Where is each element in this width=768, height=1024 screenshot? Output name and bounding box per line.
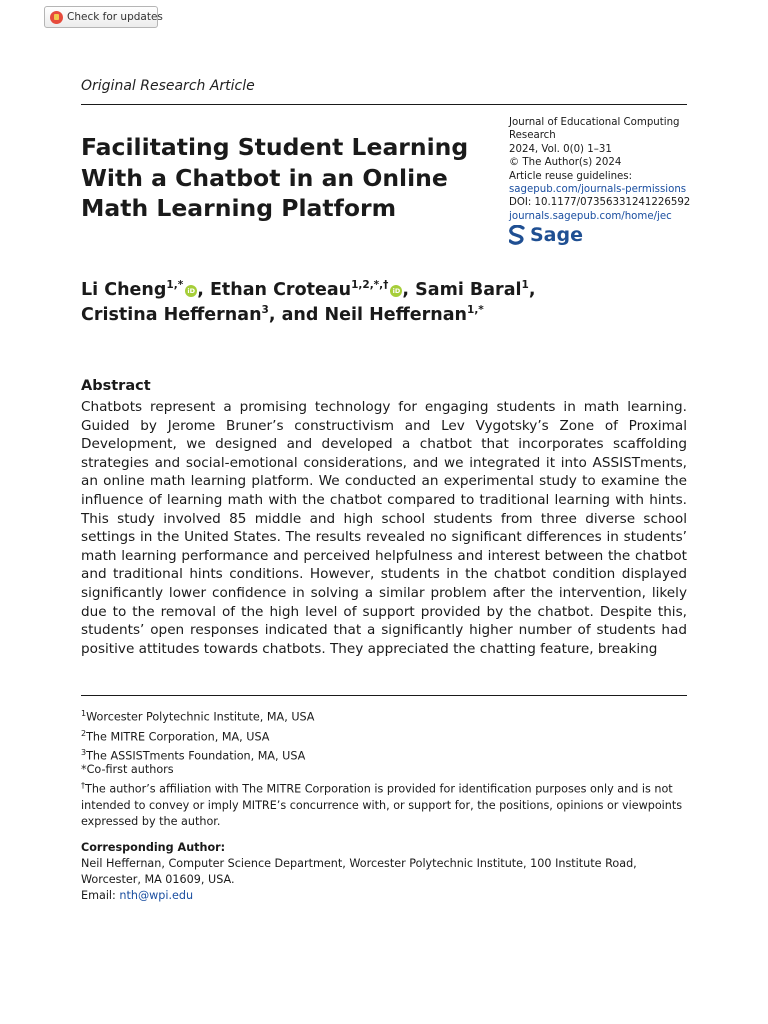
copyright: © The Author(s) 2024 — [509, 157, 622, 169]
affiliation-disclaimer: †The author’s affiliation with The MITRE Corporation is provided for identification purposes only and is not intended to convey or imply MITRE’s concurrence with, or support for, the positions, opinions or viewpoints expressed by the author. — [81, 781, 683, 828]
footnote-divider — [81, 695, 687, 696]
journal-volume: 2024, Vol. 0(0) 1–31 — [509, 143, 612, 155]
header-divider — [81, 104, 687, 105]
author-name: Cristina Heffernan — [81, 305, 262, 325]
email-link[interactable]: nth@wpi.edu — [119, 889, 194, 902]
corresponding-heading: Corresponding Author: — [81, 841, 226, 854]
orcid-icon[interactable]: iD — [185, 285, 197, 297]
author-notes — [81, 762, 687, 830]
author-affiliation-marker: 1,* — [166, 279, 184, 292]
affiliations — [81, 706, 687, 765]
publisher-name: Sage — [530, 224, 583, 246]
affiliation-1: $^1$Worcester Polytechnic Institute, MA, USA — [81, 709, 315, 724]
journal-name: Journal of Educational Computing Research — [509, 117, 680, 142]
author-name: Neil Heffernan — [324, 305, 468, 325]
author-affiliation-marker: 1,2,*,† — [351, 279, 389, 292]
email-label: Email: — [81, 889, 116, 902]
crossmark-icon — [50, 11, 63, 24]
author-affiliation-marker: 3 — [261, 304, 269, 317]
check-for-updates-label: Check for updates — [67, 11, 163, 23]
author-affiliation-marker: 1 — [521, 279, 529, 292]
author-name: Ethan Croteau — [209, 280, 352, 300]
author-separator: , and — [268, 305, 325, 325]
paper-title: Facilitating Student Learning With a Chatbot in an Online Math Learning Platform — [81, 133, 469, 222]
author-separator: , — [197, 280, 210, 300]
author-separator: , — [528, 280, 536, 300]
article-type: Original Research Article — [81, 78, 255, 94]
abstract-heading: Abstract — [81, 378, 151, 394]
corresponding-author — [81, 840, 687, 904]
check-for-updates-button[interactable] — [44, 6, 163, 28]
author-list — [81, 278, 701, 328]
orcid-icon[interactable]: iD — [390, 285, 402, 297]
permissions-link[interactable]: sagepub.com/journals-permissions — [509, 184, 687, 196]
author-name: Li Cheng — [81, 280, 167, 300]
author-name: Sami Baral — [415, 280, 522, 300]
publisher-logo — [509, 224, 583, 246]
affiliation-2: $^2$The MITRE Corporation, MA, USA — [81, 728, 270, 744]
author-separator: , — [402, 280, 416, 300]
corresponding-address: Neil Heffernan, Computer Science Department, Worcester Polytechnic Institute, 100 Institute Road, Worcester, MA 01609, USA. — [81, 857, 637, 886]
journal-homepage-link[interactable]: journals.sagepub.com/home/jec — [509, 210, 672, 222]
reuse-label: Article reuse guidelines: — [509, 170, 633, 182]
co-first-note: *Co-first authors — [81, 763, 174, 776]
sage-logo-icon — [509, 225, 525, 245]
affiliation-3: $^3$The ASSISTments Foundation, MA, USA — [81, 748, 306, 764]
corresponding-email-line — [81, 888, 687, 904]
doi: DOI: 10.1177/07356331241226592 — [509, 197, 691, 209]
abstract-text: Chatbots represent a promising technology for engaging students in math learning. Guided by Jerome Bruner’s constructivism and Lev Vygotsky’s Zone of Proximal Development, we designed and developed a chatbot that incorporates scaffolding strategies and social-emotional considerations, and we integrated it into ASSISTments, an online math learning platform. We conducted an experimental study to examine the influence of learning math with the chatbot compared to traditional learning with hints. This study involved 85 middle and high school students from three diverse school settings in the United States. The results revealed no significant differences in students’ math learning performance and perceived helpfulness and interest between the chatbot and traditional hints conditions. However, students in the chatbot condition displayed significantly lower confidence in solving a similar problem after the intervention, likely due to the removal of the high level of support provided by the chatbot. Despite this, students’ open responses indicated that a significantly higher number of students had positive attitudes towards chatbots. They appreciated the chatting feature, breaking — [81, 399, 687, 657]
journal-info — [509, 116, 694, 223]
author-affiliation-marker: 1,* — [467, 304, 484, 317]
